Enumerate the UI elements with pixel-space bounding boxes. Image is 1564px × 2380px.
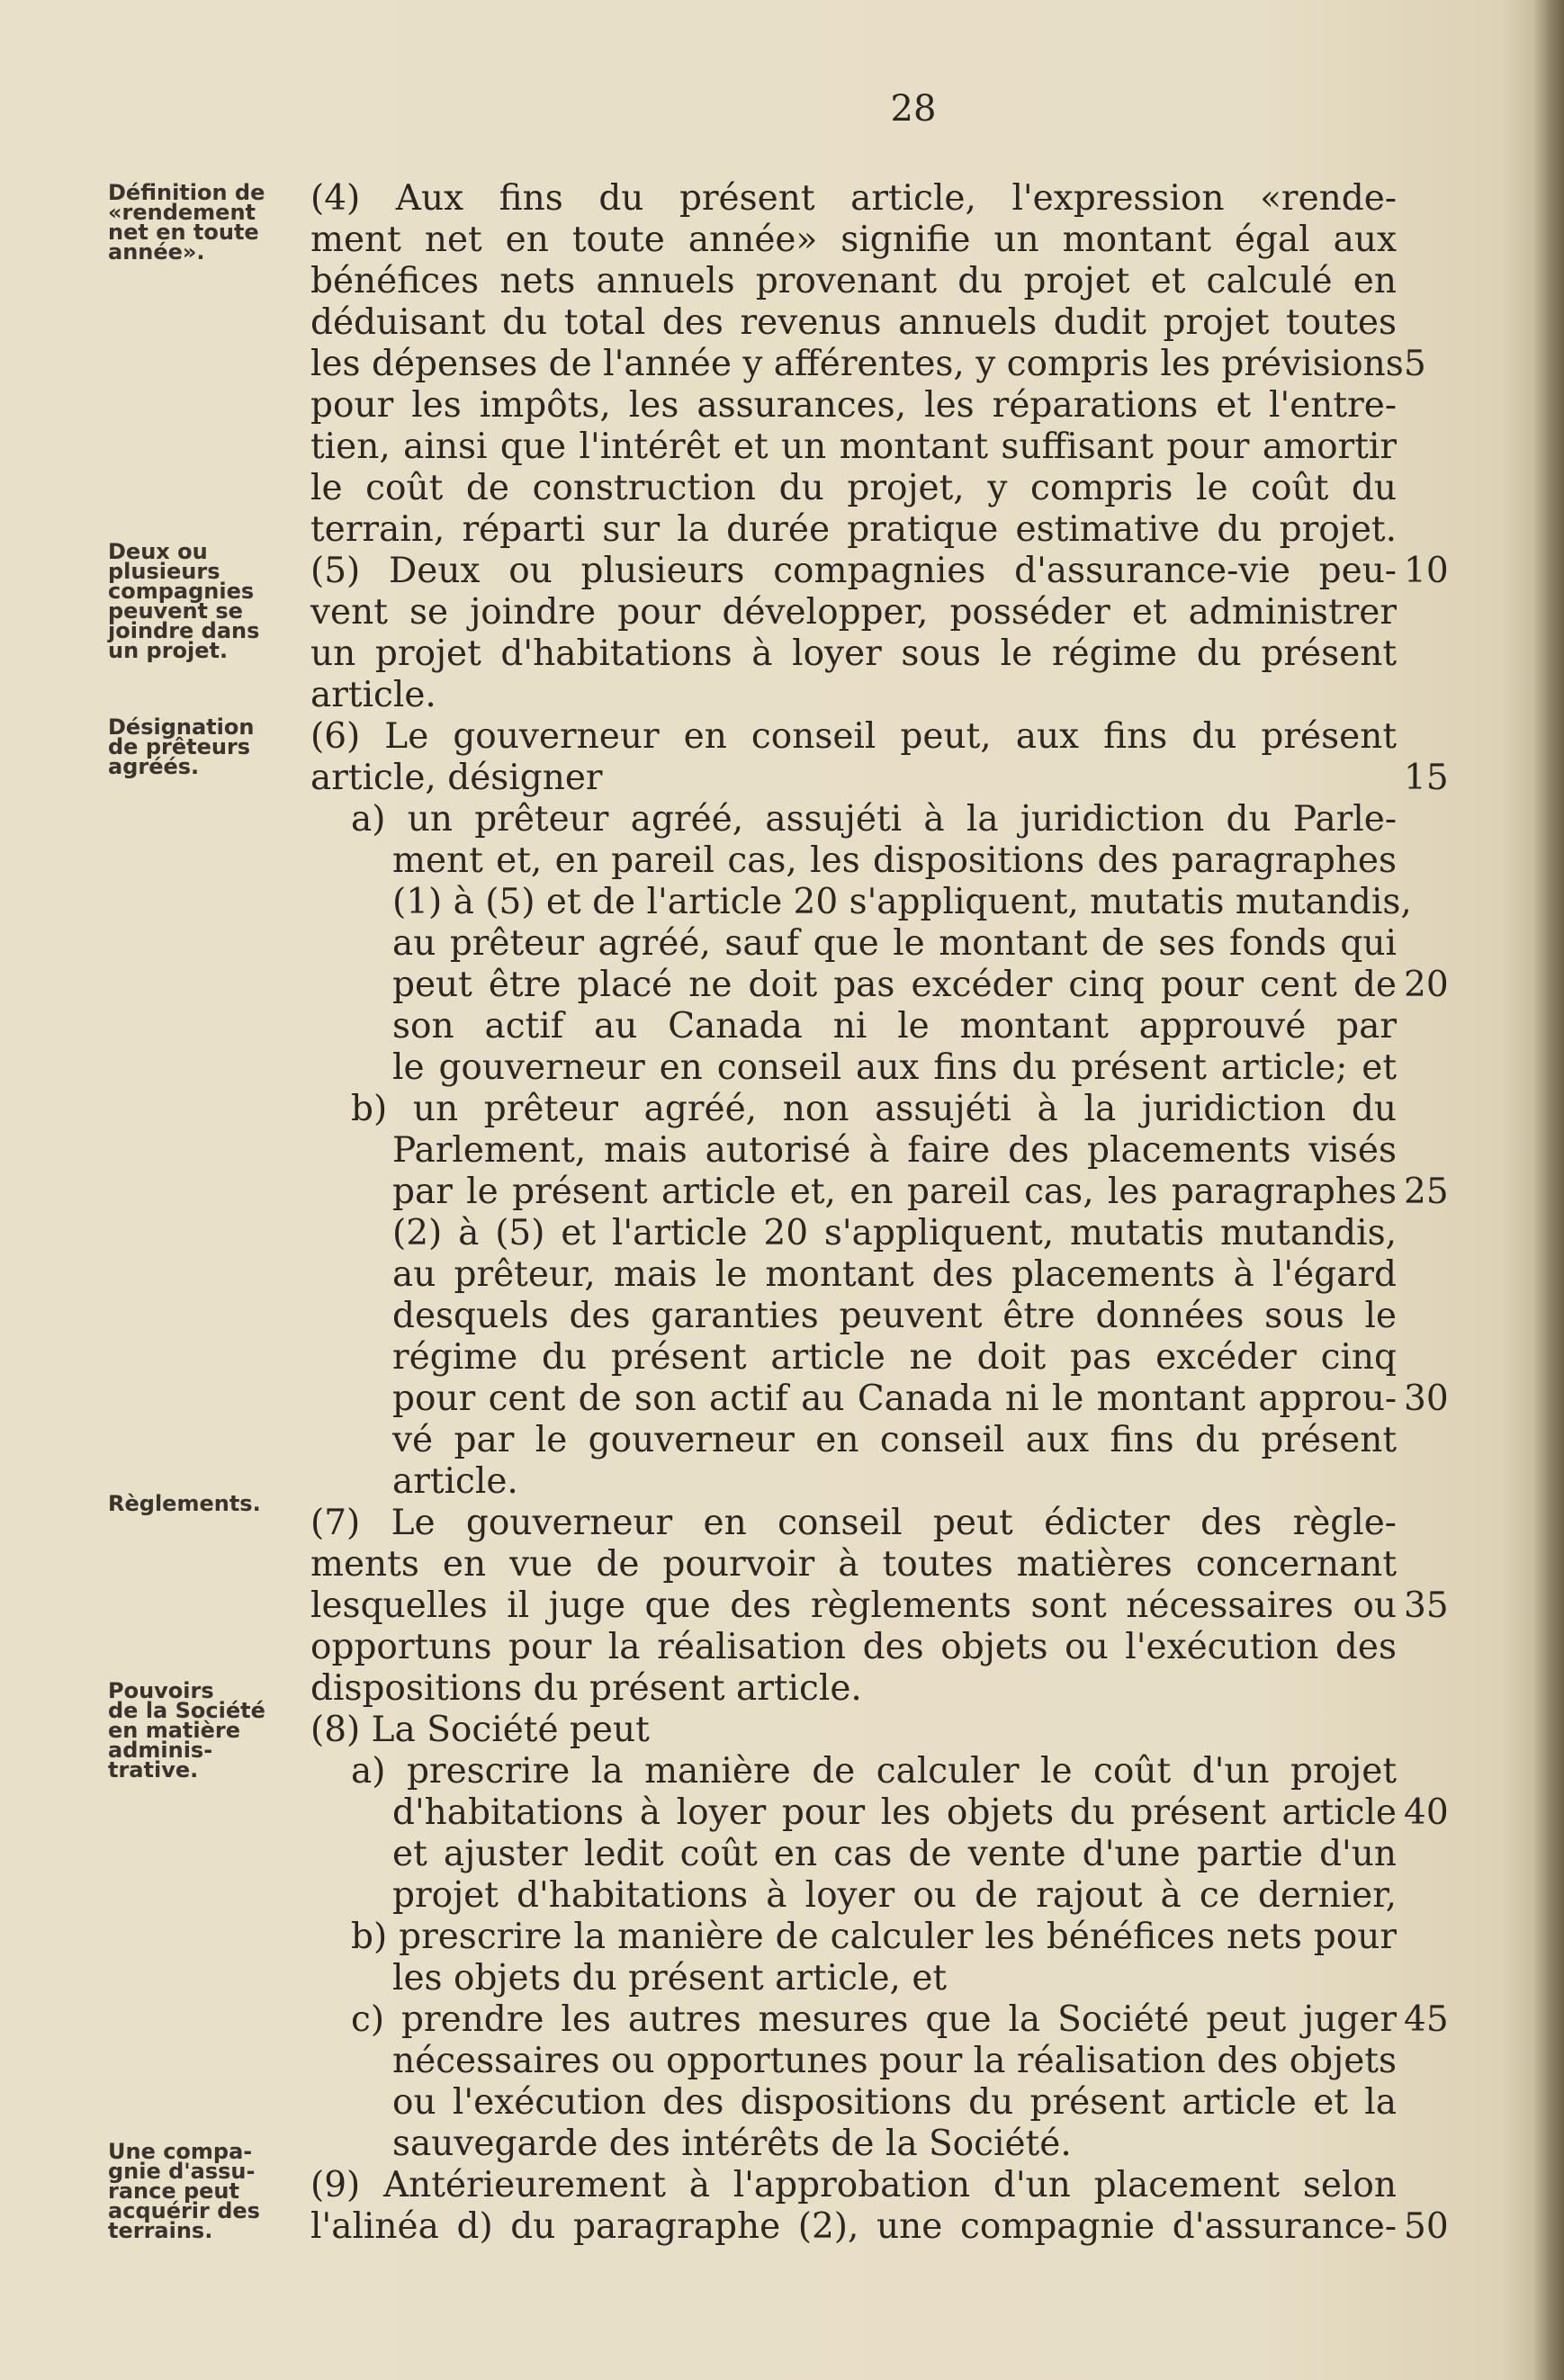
text-line: et ajuster ledit coût en cas de vente d'une partie d'un [392,1834,1397,1874]
text-line: (6) Le gouverneur en conseil peut, aux fins du présent [310,716,1397,757]
line-number: 50 [1404,2206,1449,2247]
text-line: (5) Deux ou plusieurs compagnies d'assurance-vie peu- [310,551,1397,591]
text-line: dispositions du présent article. [310,1668,862,1709]
text-line: au prêteur agréé, sauf que le montant de ses fonds qui [392,923,1397,964]
text-line: ments en vue de pourvoir à toutes matières concernant [310,1544,1397,1585]
line-number: 10 [1404,551,1449,591]
line-number: 5 [1404,344,1426,384]
text-line: régime du présent article ne doit pas excéder cinq [392,1337,1397,1378]
text-line: les dépenses de l'année y afférentes, y compris les prévisions [310,344,1404,384]
text-line: (2) à (5) et l'article 20 s'appliquent, mutatis mutandis, [392,1213,1397,1253]
text-line: a) un prêteur agréé, assujéti à la juridiction du Parle- [351,799,1397,840]
line-number: 35 [1404,1585,1449,1626]
text-line: déduisant du total des revenus annuels dudit projet toutes [310,302,1397,343]
margin-note-definition: Définition de «rendement net en toute année». [108,180,265,265]
text-line: par le présent article et, en pareil cas, les paragraphes [392,1172,1397,1212]
line-number: 40 [1404,1792,1449,1833]
text-line: les objets du présent article, et [392,1958,948,1998]
text-line: le coût de construction du projet, y compris le coût du [310,468,1397,508]
text-line: lesquelles il juge que des règlements sont nécessaires ou [310,1585,1397,1626]
text-line: tien, ainsi que l'intérêt et un montant suffisant pour amortir [310,427,1397,467]
text-line: nécessaires ou opportunes pour la réalisation des objets [392,2041,1397,2081]
text-line: vent se joindre pour développer, posséder et administrer [310,592,1397,633]
text-line: ou l'exécution des dispositions du présent article et la [392,2082,1397,2123]
text-line: le gouverneur en conseil aux fins du présent article; et [392,1047,1397,1088]
page-number: 28 [890,88,937,130]
text-line: desquels des garanties peuvent être données sous le [392,1296,1397,1336]
text-line: c) prendre les autres mesures que la Société peut juger [351,1999,1397,2040]
text-line: au prêteur, mais le montant des placements à l'égard [392,1254,1397,1295]
text-line: b) un prêteur agréé, non assujéti à la juridiction du [351,1089,1397,1129]
text-line: (8) La Société peut [310,1710,650,1750]
text-line: vé par le gouverneur en conseil aux fins du présent [392,1420,1397,1460]
line-number: 45 [1404,1999,1449,2040]
text-line: bénéfices nets annuels provenant du projet et calculé en [310,261,1397,301]
text-line: (9) Antérieurement à l'approbation d'un placement selon [310,2165,1397,2205]
text-line: a) prescrire la manière de calculer le coût d'un projet [351,1751,1397,1792]
text-line: (1) à (5) et de l'article 20 s'appliquent, mutatis mutandis, [392,882,1412,922]
text-line: l'alinéa d) du paragraphe (2), une compagnie d'assurance- [310,2206,1397,2247]
text-line: pour cent de son actif au Canada ni le montant approu- [392,1379,1397,1419]
text-line: d'habitations à loyer pour les objets du présent article [392,1792,1397,1833]
book-spine-shadow [1532,0,1564,2380]
line-number: 20 [1404,965,1449,1005]
text-line: un projet d'habitations à loyer sous le régime du présent [310,633,1397,674]
text-line: terrain, réparti sur la durée pratique estimative du projet. [310,509,1397,550]
text-line: pour les impôts, les assurances, les réparations et l'entre- [310,385,1397,426]
text-line: peut être placé ne doit pas excéder cinq pour cent de [392,965,1397,1005]
text-line: projet d'habitations à loyer ou de rajout à ce dernier, [392,1875,1397,1916]
text-line: opportuns pour la réalisation des objets ou l'exécution des [310,1627,1397,1667]
line-number: 25 [1404,1172,1449,1212]
text-line: article. [310,675,436,715]
text-line: article. [392,1461,518,1502]
text-line: son actif au Canada ni le montant approuvé par [392,1006,1397,1046]
margin-note-land-acquisition: Une compa- gnie d'assu- rance peut acquérir des terrains. [108,2139,260,2243]
text-line: article, désigner [310,758,603,798]
margin-note-approved-lenders: Désignation de prêteurs agréés. [108,714,255,779]
text-line: sauvegarde des intérêts de la Société. [392,2124,1072,2164]
text-line: Parlement, mais autorisé à faire des placements visés [392,1130,1397,1171]
text-line: b) prescrire la manière de calculer les bénéfices nets pour [351,1917,1397,1957]
text-line: (7) Le gouverneur en conseil peut édicter des règle- [310,1503,1397,1543]
margin-note-regulations: Règlements. [108,1491,261,1516]
margin-note-joint-project: Deux ou plusieurs compagnies peuvent se joindre dans un projet. [108,539,260,663]
text-line: ment net en toute année» signifie un montant égal aux [310,220,1397,260]
margin-note-administrative-powers: Pouvoirs de la Société en matière adminis- trative. [108,1678,265,1783]
text-line: ment et, en pareil cas, les dispositions des paragraphes [392,840,1397,881]
text-line: (4) Aux fins du présent article, l'expression «rende- [310,178,1397,219]
line-number: 30 [1404,1379,1449,1419]
line-number: 15 [1404,758,1449,798]
